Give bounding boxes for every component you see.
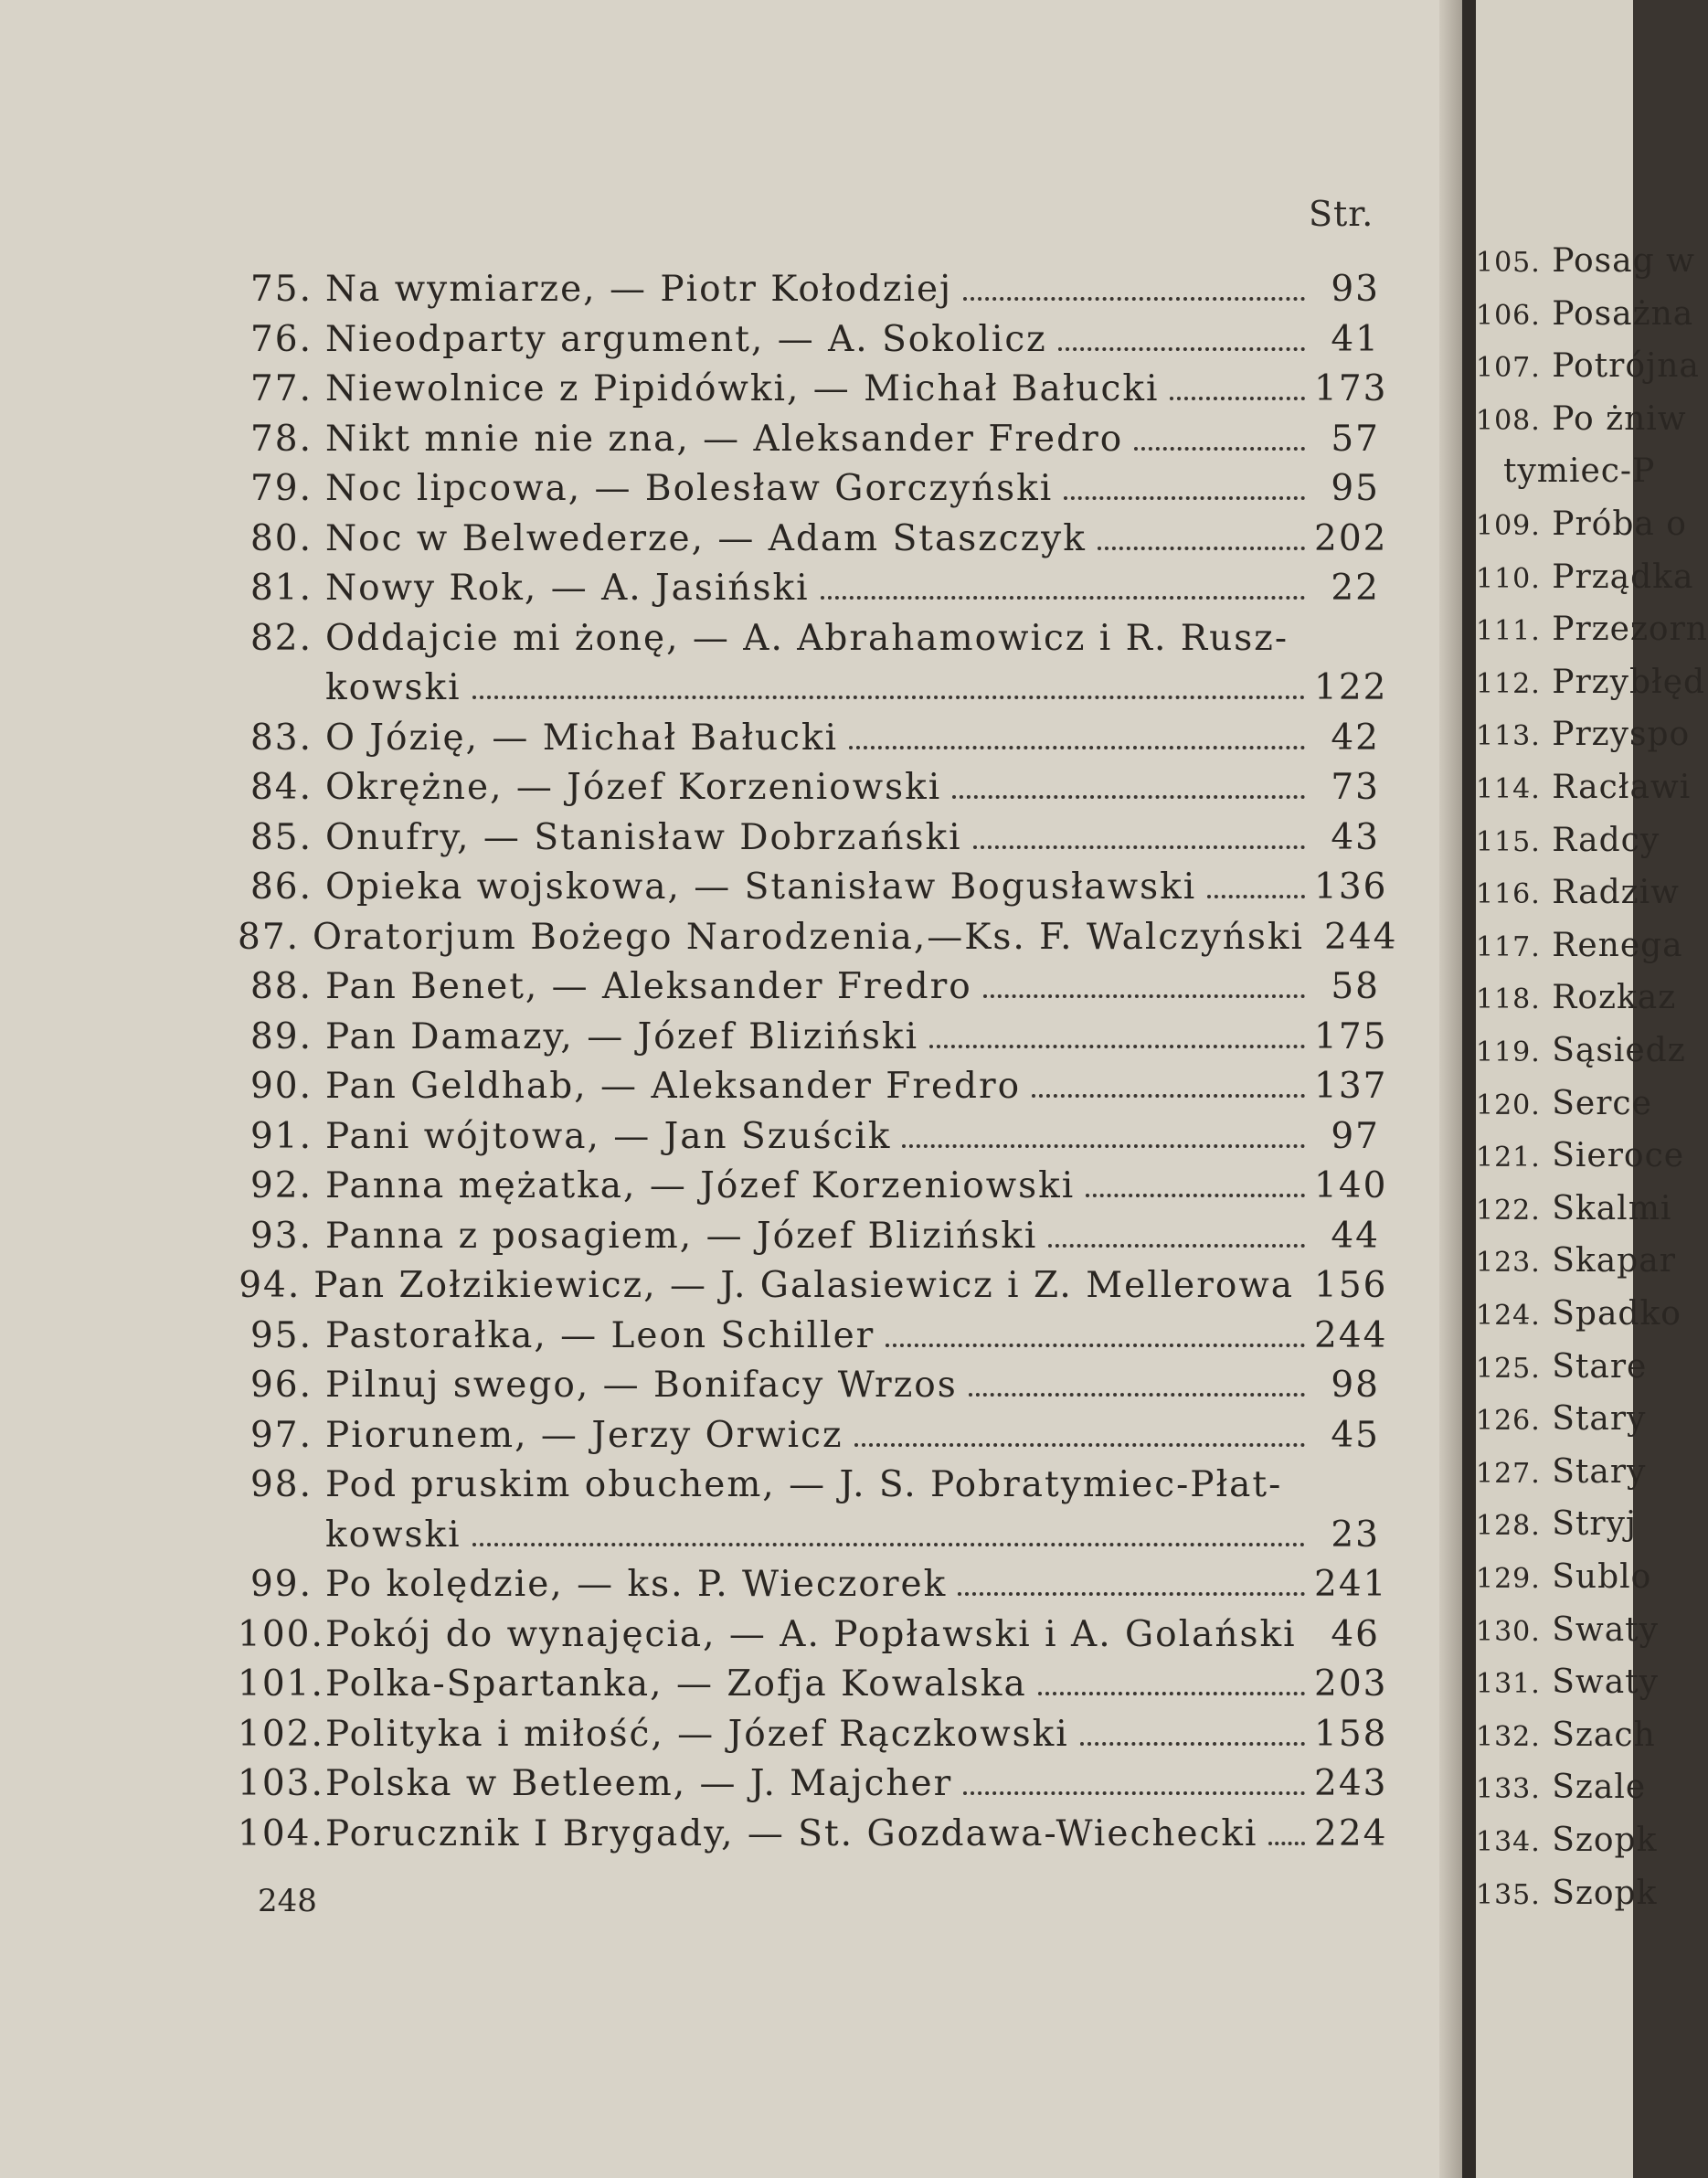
toc-entry bbox=[238, 517, 1388, 560]
toc-entry bbox=[238, 817, 1380, 859]
facing-page-entry bbox=[1476, 1558, 1651, 1596]
facing-entry-text: Stryj bbox=[1540, 1505, 1638, 1544]
facing-page-entry bbox=[1476, 558, 1693, 596]
facing-entry-text: Przyspo bbox=[1540, 716, 1691, 754]
facing-entry-text: Rozkaz bbox=[1540, 979, 1677, 1017]
facing-entry-text: Posag w bbox=[1540, 242, 1695, 280]
leader-dots bbox=[969, 1393, 1305, 1397]
entry-title: Polityka i miłość, — Józef Rączkowski bbox=[325, 1713, 1069, 1755]
entry-page-number: 241 bbox=[1314, 1564, 1388, 1605]
entry-number: 83. bbox=[249, 717, 313, 759]
toc-entry bbox=[238, 1464, 1380, 1506]
page-number: 248 bbox=[258, 1883, 317, 1919]
facing-entry-number: 129. bbox=[1476, 1563, 1541, 1595]
facing-entry-text: Swaty bbox=[1540, 1663, 1659, 1702]
facing-page-entry bbox=[1476, 874, 1680, 911]
facing-entry-text: Sąsiedz bbox=[1540, 1032, 1686, 1069]
facing-entry-text: Serce bbox=[1540, 1084, 1652, 1122]
facing-page-entry bbox=[1476, 1295, 1681, 1333]
toc-entry bbox=[238, 319, 1380, 361]
leader-dots bbox=[963, 297, 1305, 301]
entry-page-number: 202 bbox=[1314, 517, 1388, 559]
facing-entry-number: 116. bbox=[1476, 878, 1541, 911]
entry-page-number: 58 bbox=[1331, 966, 1380, 1007]
entry-title: Na wymiarze, — Piotr Kołodziej bbox=[325, 269, 953, 310]
facing-entry-text: Szach bbox=[1540, 1716, 1656, 1754]
entry-title: Pokój do wynajęcia, — A. Popławski i A. Golański bbox=[325, 1613, 1297, 1655]
toc-entry bbox=[238, 866, 1388, 908]
entry-number: 76. bbox=[249, 318, 313, 360]
entry-title: Nowy Rok, — A. Jasiński bbox=[325, 568, 810, 609]
facing-entry-text: Radziw bbox=[1540, 874, 1680, 912]
facing-entry-number: 111. bbox=[1476, 615, 1541, 648]
entry-number: 94. bbox=[239, 1265, 302, 1306]
facing-entry-text: Swaty bbox=[1540, 1610, 1659, 1649]
leader-dots bbox=[472, 696, 1305, 699]
entry-title: Pan Zołzikiewicz, — J. Galasiewicz i Z. Mellerowa bbox=[313, 1265, 1294, 1306]
entry-page-number: 156 bbox=[1314, 1265, 1388, 1306]
facing-entry-number: 125. bbox=[1476, 1352, 1541, 1385]
facing-entry-number: 118. bbox=[1476, 983, 1541, 1016]
leader-dots bbox=[1080, 1742, 1305, 1746]
facing-page-entry bbox=[1476, 1348, 1647, 1386]
toc-entry bbox=[238, 767, 1380, 809]
facing-entry-number: 117. bbox=[1476, 930, 1541, 963]
entry-title: Pani wójtowa, — Jan Szuścik bbox=[325, 1115, 892, 1157]
entry-title: Nikt mnie nie zna, — Aleksander Fredro bbox=[325, 418, 1124, 460]
toc-entry bbox=[238, 916, 1398, 959]
facing-page-entry bbox=[1476, 979, 1676, 1016]
leader-dots bbox=[1064, 496, 1305, 500]
leader-dots bbox=[1032, 1094, 1305, 1098]
facing-entry-text: Sublo bbox=[1540, 1558, 1652, 1596]
facing-entry-number: 107. bbox=[1476, 352, 1541, 385]
facing-page-entry bbox=[1476, 716, 1690, 753]
toc-entry bbox=[238, 1663, 1388, 1705]
entry-number: 89. bbox=[249, 1015, 313, 1057]
entry-number: 81. bbox=[249, 568, 313, 609]
facing-entry-text: Stary bbox=[1540, 1400, 1647, 1439]
entry-number: 78. bbox=[249, 418, 313, 460]
facing-entry-number: 115. bbox=[1476, 825, 1541, 858]
facing-entry-text: Posażna bbox=[1540, 294, 1694, 333]
facing-entry-number: 126. bbox=[1476, 1405, 1541, 1438]
entry-title: Pilnuj swego, — Bonifacy Wrzos bbox=[325, 1365, 958, 1406]
entry-title: Panna z posagiem, — Józef Bliziński bbox=[325, 1215, 1038, 1257]
facing-entry-text: Szopk bbox=[1540, 1874, 1658, 1912]
facing-entry-number: 127. bbox=[1476, 1457, 1541, 1490]
facing-page-entry bbox=[1476, 1611, 1659, 1649]
leader-dots bbox=[821, 596, 1305, 600]
facing-page-entry bbox=[1476, 1769, 1646, 1806]
toc-entry bbox=[238, 1066, 1388, 1108]
facing-entry-text: Przezorn bbox=[1540, 611, 1708, 649]
entry-number: 90. bbox=[249, 1066, 313, 1107]
entry-page-number: 93 bbox=[1331, 269, 1380, 310]
facing-entry-text: Radcy bbox=[1540, 821, 1660, 859]
facing-entry-text: Szale bbox=[1540, 1769, 1647, 1807]
entry-number: 87. bbox=[238, 916, 301, 958]
facing-entry-number: 134. bbox=[1476, 1826, 1541, 1858]
toc-entry bbox=[238, 419, 1380, 461]
facing-page-entry bbox=[1476, 505, 1687, 543]
entry-number: 88. bbox=[249, 966, 313, 1007]
facing-entry-text: Przybłęd bbox=[1540, 663, 1706, 701]
entry-number: 84. bbox=[249, 767, 313, 808]
facing-page-entry bbox=[1503, 452, 1655, 490]
entry-page-number: 43 bbox=[1331, 816, 1380, 858]
facing-entry-text: Skalmi bbox=[1540, 1189, 1672, 1227]
toc-entry bbox=[238, 1812, 1388, 1855]
entry-page-number: 136 bbox=[1314, 866, 1388, 908]
toc-entry bbox=[238, 1763, 1388, 1805]
facing-page-entry bbox=[1476, 1032, 1686, 1069]
facing-entry-number: 113. bbox=[1476, 720, 1541, 753]
entry-number: 96. bbox=[249, 1365, 313, 1406]
entry-number: 99. bbox=[249, 1564, 313, 1605]
facing-page-entry bbox=[1476, 611, 1708, 648]
facing-entry-number: 109. bbox=[1476, 510, 1541, 542]
toc-entry bbox=[238, 1415, 1380, 1457]
leader-dots bbox=[854, 1443, 1305, 1447]
leader-dots bbox=[1134, 447, 1305, 451]
entry-number: 79. bbox=[249, 468, 313, 509]
entry-number: 82. bbox=[249, 617, 313, 659]
entry-page-number: 140 bbox=[1314, 1165, 1388, 1206]
facing-entry-text: Skapar bbox=[1540, 1242, 1676, 1280]
toc-entry bbox=[238, 1216, 1380, 1258]
entry-number: 101. bbox=[238, 1663, 324, 1705]
entry-number: 77. bbox=[249, 368, 313, 409]
toc-entry bbox=[238, 1314, 1388, 1357]
entry-page-number: 95 bbox=[1331, 468, 1380, 509]
toc-entry bbox=[238, 368, 1388, 410]
facing-entry-number: 130. bbox=[1476, 1615, 1541, 1648]
toc-entry bbox=[238, 1713, 1388, 1756]
leader-dots bbox=[1086, 1194, 1305, 1197]
facing-page-entry bbox=[1476, 1716, 1656, 1754]
entry-title: Pan Damazy, — Józef Bliziński bbox=[325, 1015, 919, 1057]
facing-entry-text: Spadko bbox=[1540, 1295, 1681, 1333]
facing-entry-number: 108. bbox=[1476, 404, 1541, 437]
entry-page-number: 173 bbox=[1314, 368, 1388, 409]
facing-entry-number: 112. bbox=[1476, 667, 1541, 700]
entry-title: Oratorjum Bożego Narodzenia,—Ks. F. Walczyński bbox=[313, 916, 1305, 958]
facing-entry-number: 133. bbox=[1476, 1773, 1541, 1806]
facing-entry-number: 105. bbox=[1476, 247, 1541, 279]
facing-entry-number: 119. bbox=[1476, 1036, 1541, 1068]
facing-entry-number: 120. bbox=[1476, 1089, 1541, 1121]
facing-entry-text: Prządka bbox=[1540, 558, 1694, 596]
facing-entry-number: 114. bbox=[1476, 773, 1541, 805]
facing-page-entry bbox=[1476, 1242, 1676, 1280]
entry-title-continuation: kowski bbox=[325, 1514, 461, 1556]
entry-page-number: 42 bbox=[1331, 717, 1380, 759]
facing-page-entry bbox=[1476, 1663, 1659, 1701]
facing-page-entry bbox=[1476, 1505, 1637, 1543]
leader-dots bbox=[1098, 547, 1305, 550]
facing-entry-text: Próba o bbox=[1540, 505, 1687, 543]
facing-page-entry bbox=[1476, 295, 1693, 333]
toc-entry bbox=[238, 1365, 1380, 1407]
entry-number: 86. bbox=[249, 866, 313, 908]
facing-entry-text: Potrójna bbox=[1540, 347, 1700, 386]
entry-title: Porucznik I Brygady, — St. Gozdawa-Wiechecki bbox=[325, 1812, 1258, 1854]
facing-entry-text: Szopk bbox=[1540, 1822, 1658, 1859]
entry-title: Panna mężatka, — Józef Korzeniowski bbox=[325, 1165, 1076, 1206]
entry-title: Okrężne, — Józef Korzeniowski bbox=[325, 767, 942, 808]
entry-number: 97. bbox=[249, 1414, 313, 1456]
toc-entry bbox=[238, 468, 1380, 510]
entry-page-number: 46 bbox=[1331, 1613, 1380, 1655]
facing-entry-number: 132. bbox=[1476, 1720, 1541, 1753]
leader-dots bbox=[1048, 1244, 1305, 1248]
facing-entry-number: 131. bbox=[1476, 1668, 1541, 1701]
entry-number: 91. bbox=[249, 1115, 313, 1157]
toc-entry bbox=[238, 269, 1380, 311]
facing-entry-number: 124. bbox=[1476, 1300, 1541, 1332]
entry-page-number: 224 bbox=[1314, 1812, 1388, 1854]
facing-entry-number: 106. bbox=[1476, 299, 1541, 332]
entry-title: Pan Geldhab, — Aleksander Fredro bbox=[325, 1066, 1022, 1107]
entry-number: 100. bbox=[238, 1613, 324, 1655]
entry-page-number: 244 bbox=[1324, 916, 1398, 958]
facing-page-entry bbox=[1476, 347, 1700, 385]
leader-dots bbox=[963, 1791, 1305, 1795]
facing-page-entry bbox=[1476, 400, 1687, 438]
leader-dots bbox=[902, 1144, 1305, 1148]
entry-page-number: 244 bbox=[1314, 1314, 1388, 1356]
toc-entry bbox=[238, 1265, 1388, 1307]
entry-page-number: 243 bbox=[1314, 1763, 1388, 1804]
toc-entry bbox=[238, 1614, 1380, 1656]
toc-entry-continuation bbox=[325, 667, 1388, 709]
leader-dots bbox=[973, 845, 1305, 849]
facing-page-entry bbox=[1476, 242, 1695, 280]
entry-number: 95. bbox=[249, 1314, 313, 1356]
toc-entry bbox=[238, 1165, 1388, 1207]
toc-entry bbox=[238, 1564, 1388, 1606]
facing-entry-text: Renega bbox=[1540, 926, 1683, 964]
entry-title: Noc lipcowa, — Bolesław Gorczyński bbox=[325, 468, 1054, 509]
toc-entry bbox=[238, 1015, 1388, 1058]
facing-page-entry bbox=[1476, 1085, 1652, 1122]
entry-title: Niewolnice z Pipidówki, — Michał Bałucki bbox=[325, 368, 1160, 409]
leader-dots bbox=[929, 1045, 1305, 1048]
facing-entry-text: Racławi bbox=[1540, 769, 1692, 806]
leader-dots bbox=[1038, 1692, 1305, 1695]
entry-page-number: 22 bbox=[1331, 568, 1380, 609]
entry-number: 92. bbox=[249, 1165, 313, 1206]
entry-page-number: 203 bbox=[1314, 1663, 1388, 1705]
entry-page-number: 23 bbox=[1331, 1514, 1380, 1556]
entry-page-number: 98 bbox=[1331, 1365, 1380, 1406]
facing-page-entry bbox=[1476, 664, 1705, 701]
entry-number: 104. bbox=[238, 1812, 324, 1854]
facing-entry-text: Stary bbox=[1540, 1452, 1647, 1491]
entry-page-number: 122 bbox=[1314, 667, 1388, 708]
facing-entry-number: 123. bbox=[1476, 1247, 1541, 1280]
leader-dots bbox=[958, 1592, 1305, 1596]
entry-number: 98. bbox=[249, 1464, 313, 1505]
leader-dots bbox=[1207, 895, 1305, 898]
facing-page-entry bbox=[1476, 1137, 1684, 1174]
entry-title: O Józię, — Michał Bałucki bbox=[325, 717, 839, 759]
leader-dots bbox=[952, 795, 1305, 799]
toc-entry bbox=[238, 1116, 1380, 1158]
entry-title: Piorunem, — Jerzy Orwicz bbox=[325, 1414, 843, 1456]
toc-entry-continuation bbox=[325, 1514, 1380, 1556]
entry-page-number: 73 bbox=[1331, 767, 1380, 808]
leader-dots bbox=[983, 994, 1305, 998]
entry-title: Polska w Betleem, — J. Majcher bbox=[325, 1763, 953, 1804]
leader-dots bbox=[1268, 1842, 1305, 1845]
facing-entry-text: Stare bbox=[1540, 1347, 1648, 1386]
facing-entry-text: Po żniw bbox=[1540, 399, 1687, 438]
entry-title-continuation: kowski bbox=[325, 667, 461, 708]
facing-entry-number: 122. bbox=[1476, 1194, 1541, 1227]
facing-entry-number: 110. bbox=[1476, 562, 1541, 595]
facing-page-entry bbox=[1476, 1875, 1657, 1912]
toc-entry bbox=[238, 966, 1380, 1008]
page-column-label: Str. bbox=[1309, 194, 1374, 234]
entry-title: Pan Benet, — Aleksander Fredro bbox=[325, 966, 972, 1007]
entry-page-number: 175 bbox=[1314, 1015, 1388, 1057]
entry-number: 85. bbox=[249, 816, 313, 858]
entry-number: 103. bbox=[238, 1763, 324, 1804]
entry-page-number: 57 bbox=[1331, 418, 1380, 460]
facing-page-entry bbox=[1476, 927, 1683, 964]
entry-title: Noc w Belwederze, — Adam Staszczyk bbox=[325, 517, 1087, 559]
entry-page-number: 44 bbox=[1331, 1215, 1380, 1257]
book-page-right bbox=[1476, 0, 1708, 2178]
entry-page-number: 41 bbox=[1331, 318, 1380, 360]
entry-number: 80. bbox=[249, 517, 313, 559]
facing-entry-text: tymiec-P bbox=[1503, 452, 1656, 491]
facing-page-entry bbox=[1476, 1190, 1671, 1227]
entry-number: 93. bbox=[249, 1215, 313, 1257]
entry-page-number: 45 bbox=[1331, 1414, 1380, 1456]
toc-entry bbox=[238, 568, 1380, 610]
entry-page-number: 97 bbox=[1331, 1115, 1380, 1157]
facing-page-entry bbox=[1476, 769, 1691, 806]
entry-page-number: 158 bbox=[1314, 1713, 1388, 1755]
facing-entry-number: 128. bbox=[1476, 1510, 1541, 1543]
entry-title: Polka-Spartanka, — Zofja Kowalska bbox=[325, 1663, 1027, 1705]
leader-dots bbox=[1170, 397, 1305, 400]
entry-title: Nieodparty argument, — A. Sokolicz bbox=[325, 318, 1047, 360]
entry-title: Pastorałka, — Leon Schiller bbox=[325, 1314, 875, 1356]
entry-number: 102. bbox=[238, 1713, 324, 1755]
facing-entry-number: 135. bbox=[1476, 1878, 1541, 1911]
leader-dots bbox=[472, 1543, 1305, 1546]
facing-page-entry bbox=[1476, 822, 1660, 859]
facing-page-entry bbox=[1476, 1453, 1646, 1491]
entry-page-number: 137 bbox=[1314, 1066, 1388, 1107]
leader-dots bbox=[849, 746, 1305, 749]
facing-entry-text: Sieroce bbox=[1540, 1137, 1685, 1175]
entry-title: Onufry, — Stanisław Dobrzański bbox=[325, 816, 962, 858]
entry-title: Opieka wojskowa, — Stanisław Bogusławski bbox=[325, 866, 1197, 908]
facing-page-entry bbox=[1476, 1400, 1646, 1438]
entry-title: Oddajcie mi żonę, — A. Abrahamowicz i R. Rusz- bbox=[325, 617, 1289, 659]
toc-entry bbox=[238, 717, 1380, 760]
toc-entry bbox=[238, 618, 1380, 660]
entry-number: 75. bbox=[249, 269, 313, 310]
facing-page-entry bbox=[1476, 1822, 1657, 1859]
leader-dots bbox=[1058, 347, 1305, 351]
entry-title: Pod pruskim obuchem, — J. S. Pobratymiec-Płat- bbox=[325, 1464, 1283, 1505]
leader-dots bbox=[886, 1344, 1305, 1347]
entry-title: Po kolędzie, — ks. P. Wieczorek bbox=[325, 1564, 948, 1605]
facing-entry-number: 121. bbox=[1476, 1142, 1541, 1174]
